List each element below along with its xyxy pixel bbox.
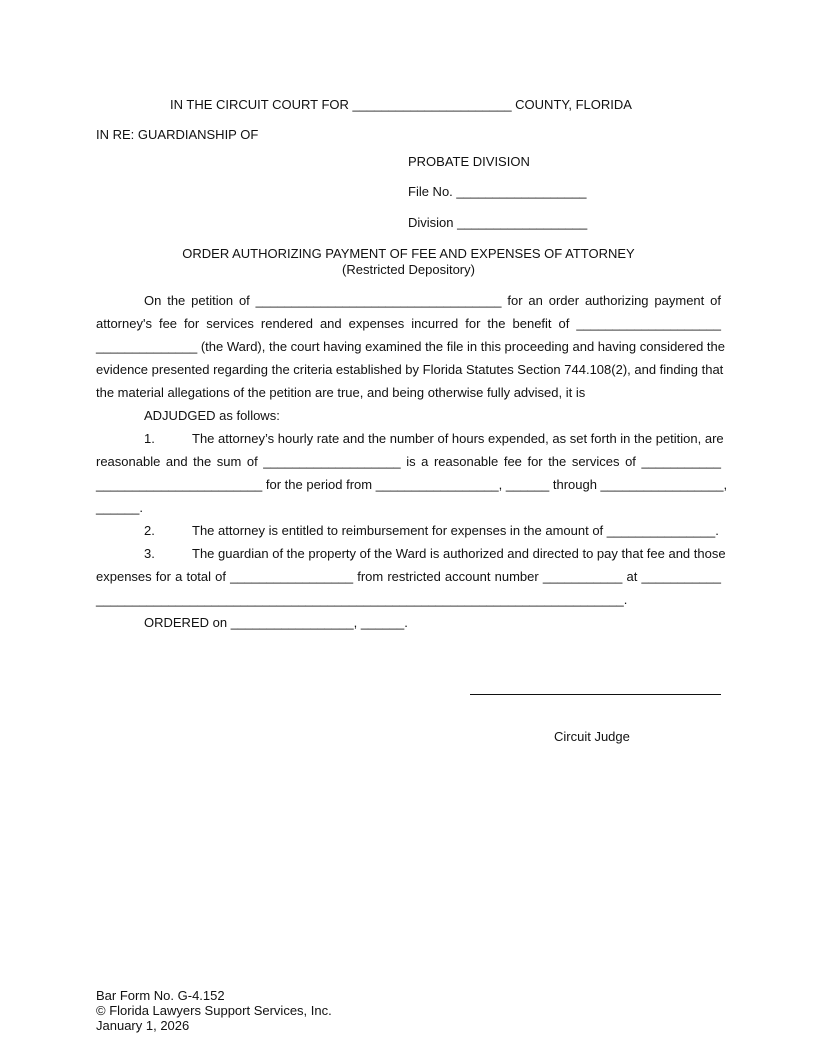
copyright-line: © Florida Lawyers Support Services, Inc. [96, 1003, 332, 1018]
paragraph-line: reasonable and the sum of ___________________ is a reasonable fee for the services of ___________ [96, 454, 721, 469]
item-3 [96, 546, 726, 562]
ordered-line: ORDERED on _________________, ______. [144, 615, 408, 630]
paragraph-line: ______. [96, 500, 143, 515]
item-number: 3. [144, 546, 155, 561]
signature-line [470, 694, 721, 695]
paragraph-line: On the petition of __________________________________ for an order authorizing payment of [144, 293, 721, 308]
paragraph-line: evidence presented regarding the criteria established by Florida Statutes Section 744.108(2), and finding that [96, 362, 724, 377]
file-number-field: File No. __________________ [408, 184, 587, 199]
paragraph-line: _________________________________________________________________________. [96, 592, 628, 607]
probate-division-label: PROBATE DIVISION [408, 154, 530, 169]
paragraph-line: _______________________ for the period from _________________, ______ through _________________, [96, 477, 728, 492]
division-field: Division __________________ [408, 215, 588, 230]
item-text: The guardian of the property of the Ward is authorized and directed to pay that fee and those [192, 546, 726, 561]
court-heading: IN THE CIRCUIT COURT FOR ______________________ COUNTY, FLORIDA [170, 97, 632, 112]
order-subtitle: (Restricted Depository) [342, 262, 475, 277]
item-1 [96, 431, 724, 447]
paragraph-line: ______________ (the Ward), the court having examined the file in this proceeding and having considered the [96, 339, 725, 354]
item-text: The attorney’s hourly rate and the number of hours expended, as set forth in the petition, are [192, 431, 724, 446]
in-re-line: IN RE: GUARDIANSHIP OF [96, 127, 259, 142]
form-footer [96, 988, 332, 1033]
item-2 [96, 523, 721, 539]
form-number: Bar Form No. G-4.152 [96, 988, 225, 1003]
judge-label: Circuit Judge [554, 729, 630, 744]
paragraph-line: attorney's fee for services rendered and expenses incurred for the benefit of ____________________ [96, 316, 721, 331]
item-number: 1. [144, 431, 155, 446]
adjudged-line: ADJUDGED as follows: [144, 408, 280, 423]
item-text: The attorney is entitled to reimbursement for expenses in the amount of _______________. [192, 523, 719, 538]
item-number: 2. [144, 523, 155, 538]
paragraph-line: expenses for a total of _________________ from restricted account number ___________ at ___________ [96, 569, 721, 584]
order-title: ORDER AUTHORIZING PAYMENT OF FEE AND EXPENSES OF ATTORNEY [182, 246, 635, 261]
paragraph-line: the material allegations of the petition are true, and being otherwise fully advised, it is [96, 385, 586, 400]
form-date: January 1, 2026 [96, 1018, 190, 1033]
